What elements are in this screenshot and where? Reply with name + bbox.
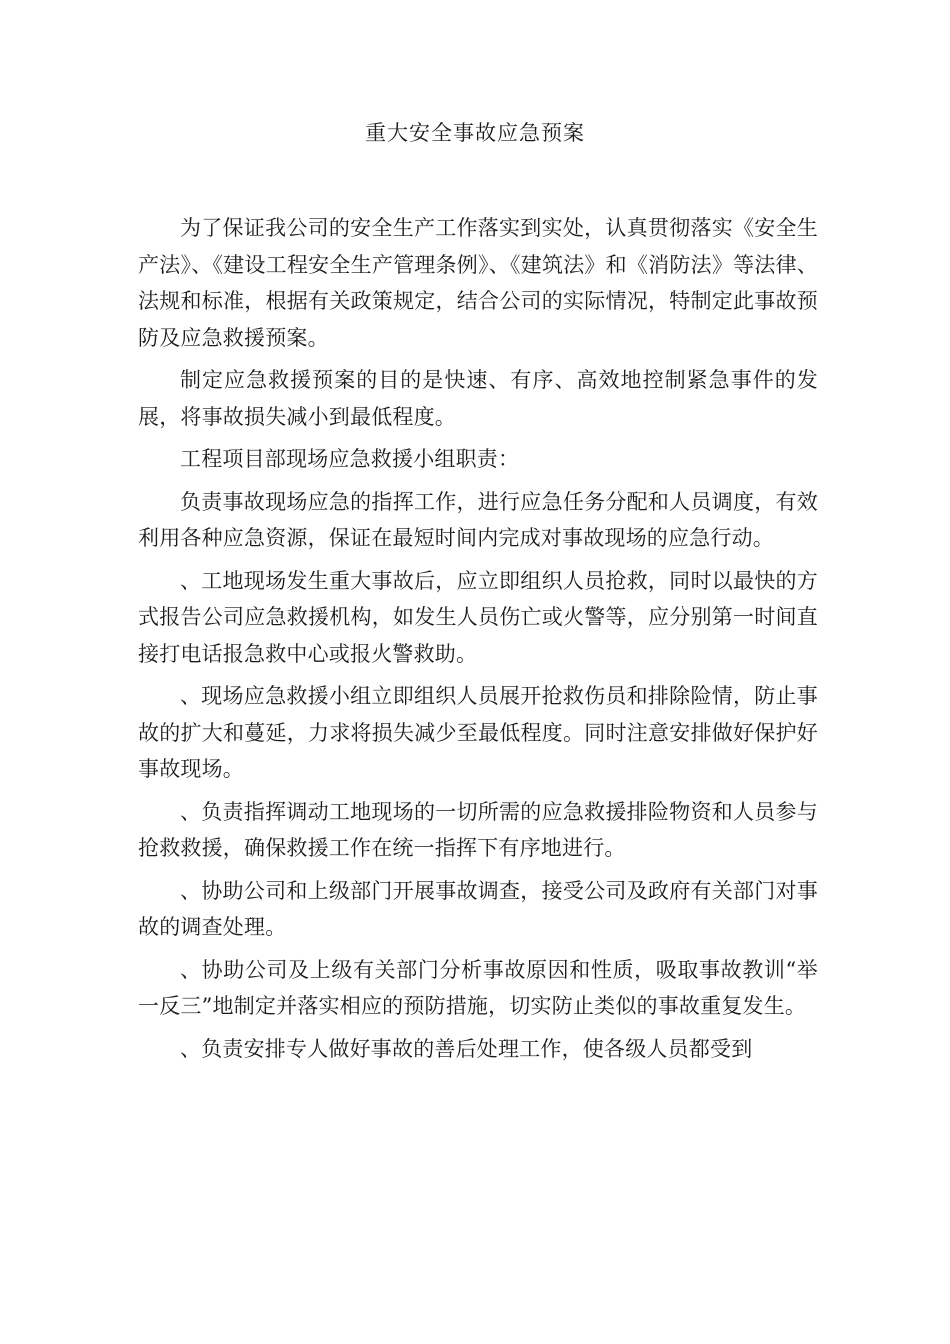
- paragraph-duty-report: 、工地现场发生重大事故后，应立即组织人员抢救，同时以最快的方式报告公司应急救援机构，如发生人员伤亡或火警等，应分别第一时间直接打电话报急救中心或报火警救助。: [138, 568, 818, 666]
- paragraph-duty-aftermath: 、负责安排专人做好事故的善后处理工作，使各级人员都受到: [180, 1036, 753, 1061]
- paragraph-duty-rescue: 、现场应急救援小组立即组织人员展开抢救伤员和排除险情，防止事故的扩大和蔓延，力求将损失减少至最低程度。同时注意安排做好保护好事故现场。: [138, 684, 818, 781]
- paragraph-duty-analysis: 、协助公司及上级有关部门分析事故原因和性质，吸取事故教训“举一反三”地制定并落实相应的预防措施，切实防止类似的事故重复发生。: [138, 957, 818, 1018]
- paragraph-duty-command: 负责事故现场应急的指挥工作，进行应急任务分配和人员调度，有效利用各种应急资源，保证在最短时间内完成对事故现场的应急行动。: [138, 489, 818, 550]
- document-body: [138, 210, 818, 1073]
- document-title: 重大安全事故应急预案: [365, 121, 585, 145]
- paragraph-duty-investigation: 、协助公司和上级部门开展事故调查，接受公司及政府有关部门对事故的调查处理。: [138, 878, 818, 939]
- paragraph-duties-heading: 工程项目部现场应急救援小组职责：: [180, 447, 520, 471]
- paragraph-duty-resources: 、负责指挥调动工地现场的一切所需的应急救援排险物资和人员参与抢救救援，确保救援工作在统一指挥下有序地进行。: [138, 799, 818, 860]
- paragraph-purpose: 制定应急救援预案的目的是快速、有序、高效地控制紧急事件的发展，将事故损失减小到最低程度。: [138, 368, 818, 429]
- paragraph-intro: 为了保证我公司的安全生产工作落实到实处，认真贯彻落实《安全生产法》、《建设工程安全生产管理条例》、《建筑法》和《消防法》等法律、法规和标准，根据有关政策规定，结合公司的实际情况，特制定此事故预防及应急救援预案。: [138, 216, 818, 350]
